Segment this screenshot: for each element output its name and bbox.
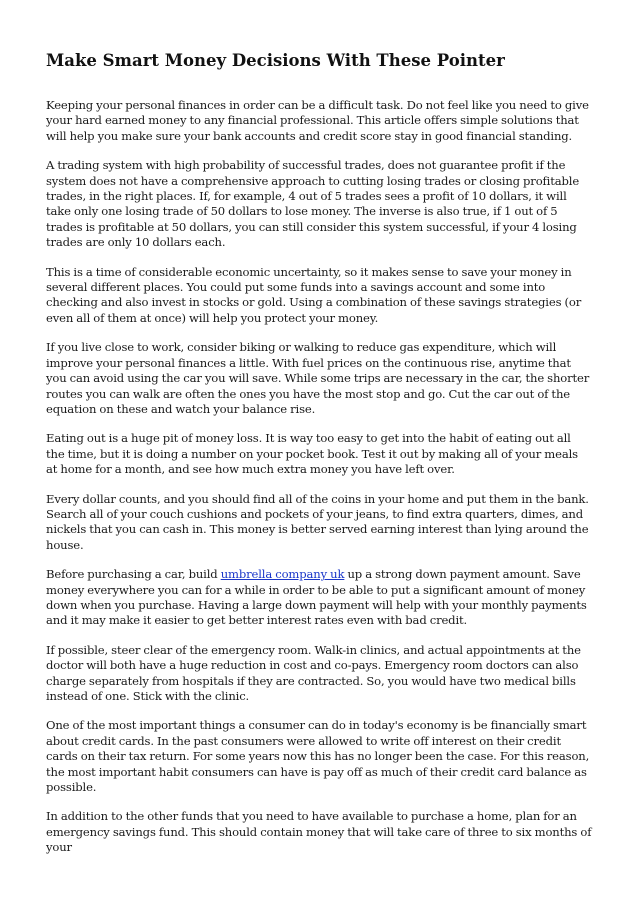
car-text-after: up a strong down payment amount. Save money everywhere you can for a while in order to be able to put a significant amount of money down when you purchase. Having a large down payment will help with your monthly payments and it may make it easier to get better interest rates even with bad credit.: [46, 567, 587, 628]
paragraph-intro: Keeping your personal finances in order can be a difficult task. Do not feel like you need to give your hard earned money to any financial professional. This article offers simple solutions that will help you make sure your bank accounts and credit score stay in good financial standing.: [46, 98, 589, 143]
paragraph-emergency-fund: In addition to the other funds that you need to have available to purchase a home, plan for an emergency savings fund. This should contain money that will take care of three to six months of your: [46, 809, 592, 855]
car-text-before: Before purchasing a car, build: [46, 567, 221, 582]
paragraph-economic-uncertainty: This is a time of considerable economic uncertainty, so it makes sense to save your money in several different places. You could put some funds into a savings account and some into checking and also invest in stocks or gold. Using a combination of these savings strategies (or even all of them at once) will help you protect your money.: [46, 264, 582, 325]
paragraph-trading-system: A trading system with high probability of successful trades, does not guarantee profit if the system does not have a comprehensive approach to cutting losing trades or closing profitable trades, in the right places. If, for example, 4 out of 5 trades sees a profit of 10 dollars, it will take only one losing trade of 50 dollars to lose money. The inverse is also true, if 1 out of 5 trades is profitable at 50 dollars, you can still consider this system successful, if your 4 losing trades are only 10 dollars each.: [46, 158, 580, 250]
paragraph-emergency-room: If possible, steer clear of the emergency room. Walk-in clinics, and actual appointments at the doctor will both have a huge reduction in cost and co-pays. Emergency room doctors can also charge separately from hospitals if they are contracted. So, you would have two medical bills instead of one. Stick with the clinic.: [46, 642, 581, 703]
paragraph-credit-cards: One of the most important things a consumer can do in today's economy is be financially smart about credit cards. In the past consumers were allowed to write off interest on their credit cards on their tax return. For some years now this has no longer been the case. For this reason, the most important habit consumers can have is pay off as much of their credit card balance as possible.: [46, 718, 590, 795]
paragraph-car-purchase: [46, 567, 592, 629]
paragraph-every-dollar: Every dollar counts, and you should find all of the coins in your home and put them in the bank. Search all of your couch cushions and pockets of your jeans, to find extra quarters, dimes, and nickels that you can cash in. This money is better served earning interest than lying around the house.: [46, 491, 589, 552]
umbrella-company-link[interactable]: umbrella company uk: [220, 567, 345, 582]
article-title: Make Smart Money Decisions With These Pointer: [46, 51, 505, 70]
paragraph-eating-out: Eating out is a huge pit of money loss. It is way too easy to get into the habit of eating out all the time, but it is doing a number on your pocket book. Test it out by making all of your meals at home for a month, and see how much extra money you have left over.: [46, 431, 578, 477]
paragraph-biking-walking: If you live close to work, consider biking or walking to reduce gas expenditure, which will improve your personal finances a little. With fuel prices on the continuous rise, anytime that you can avoid using the car you will save. While some trips are necessary in the car, the shorter routes you can walk are often the ones you have the most stop and go. Cut the car out of the equation on these and watch your balance rise.: [46, 340, 590, 416]
